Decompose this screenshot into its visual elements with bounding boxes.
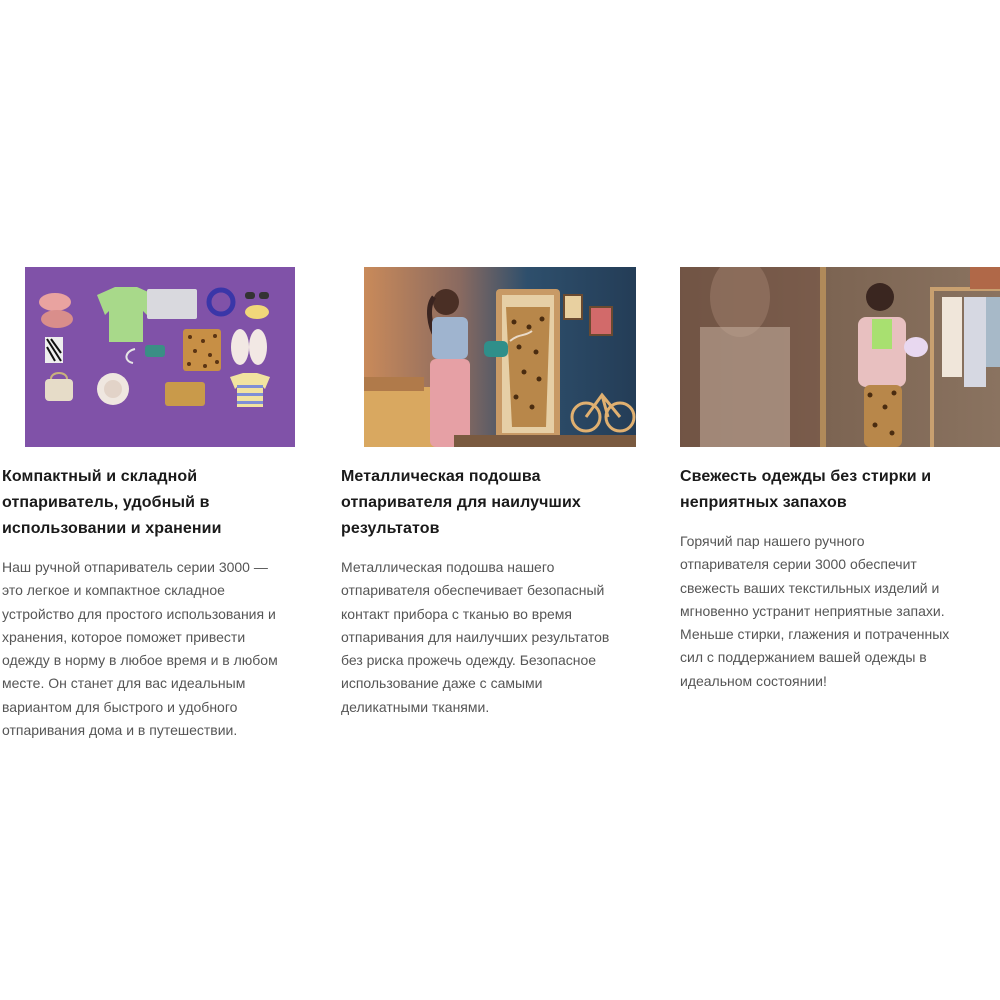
- feature-card-compact: [0, 267, 322, 742]
- feature-title: Металлическая подошва отпаривателя для наилучших результатов: [341, 468, 581, 537]
- feature-card-freshness: [678, 267, 1000, 693]
- freshness-illustration: [680, 267, 1000, 447]
- feature-description: Металлическая подошва нашего отпаривателя обеспечивает безопасный контакт прибора с тканью во время отпаривания для наилучших результатов без риска прожечь одежду. Безопасное использование даже с самыми деликатными тканями.: [341, 559, 610, 715]
- steaming-mirror-photo: [364, 267, 636, 447]
- steaming-illustration: [364, 267, 636, 447]
- feature-description: Наш ручной отпариватель серии 3000 — это легкое и компактное складное устройство для простого использования и хранения, которое поможет привести одежду в норму в любое время и в любом месте. Он станет для вас идеальным вариантом для быстрого и удобного отпаривания дома и в путешествии.: [2, 559, 278, 739]
- feature-card-metal-soleplate: [339, 267, 661, 719]
- flat-lay-illustration: [25, 267, 295, 447]
- freshness-photo: [680, 267, 1000, 447]
- feature-title: Свежесть одежды без стирки и неприятных запахов: [680, 468, 932, 511]
- feature-title: Компактный и складной отпариватель, удобный в использовании и хранении: [2, 468, 222, 537]
- feature-description: Горячий пар нашего ручного отпаривателя серии 3000 обеспечит свежесть ваших текстильных изделий и мгновенно устранит неприятные запахи. Меньше стирки, глажения и потраченных сил с поддержанием вашей одежды в идеальном состоянии!: [680, 533, 950, 689]
- flat-lay-photo: [25, 267, 295, 447]
